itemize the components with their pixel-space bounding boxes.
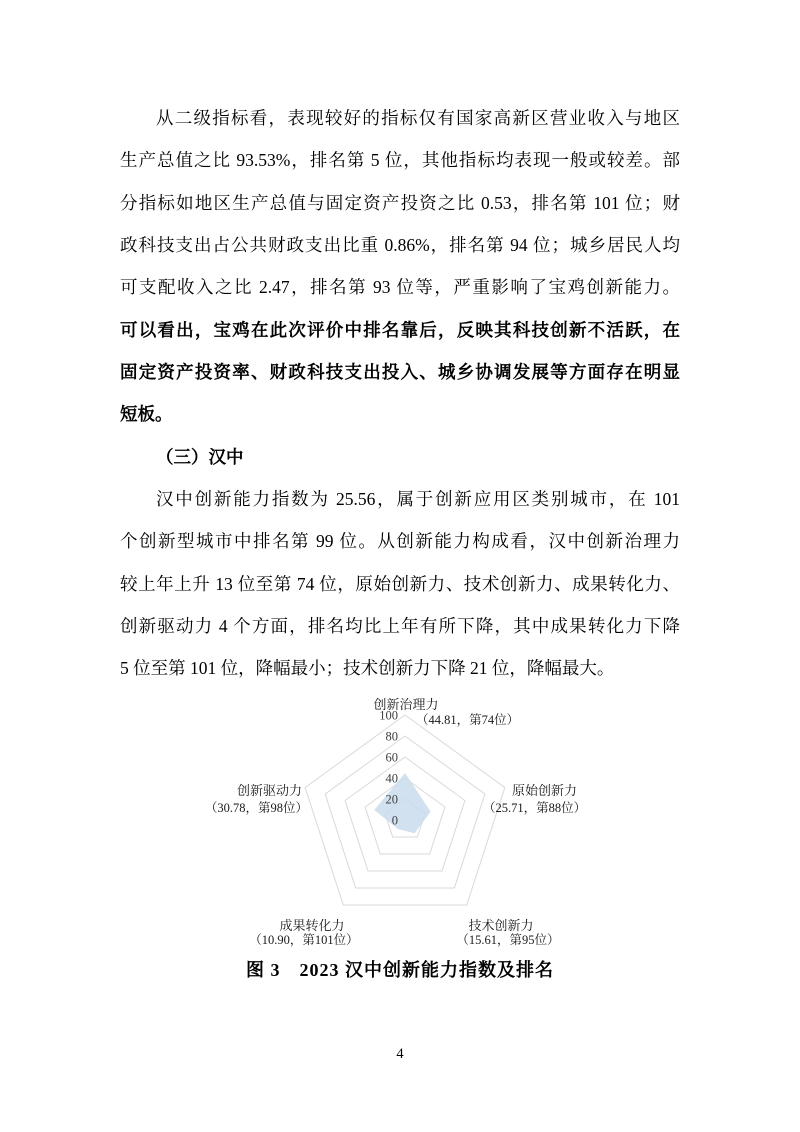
text-line: 5 位至第 101 位，降幅最小；技术创新力下降 21 位，降幅最大。: [120, 658, 615, 679]
radar-tick-label: 60: [385, 750, 398, 765]
axis-label-original-innovation: 原始创新力: [512, 783, 578, 798]
axis-label-achievement-transform: 成果转化力: [279, 918, 345, 933]
text-line: 可支配收入之比 2.47，排名第 93 位等，严重影响了宝鸡创新能力。: [120, 277, 680, 298]
axis-label-innovation-drive: 创新驱动力: [236, 783, 302, 798]
axis-value-tech-innovation: （15.61，第95位）: [456, 933, 560, 947]
text-line: （三）汉中: [156, 446, 244, 467]
radar-tick-label: 80: [385, 729, 398, 744]
radar-tick-label: 0: [391, 813, 398, 828]
radar-data-polygon: [374, 773, 430, 833]
text-line: 较上年上升 13 位至第 74 位，原始创新力、技术创新力、成果转化力、: [120, 573, 680, 594]
figure-radar-chart: [0, 690, 800, 955]
text-line: 分指标如地区生产总值与固定资产投资之比 0.53，排名第 101 位；财: [120, 192, 680, 213]
text-line: 短板。: [120, 404, 173, 425]
axis-value-achievement-transform: （10.90，第101位）: [249, 933, 359, 947]
radar-chart-svg: [0, 690, 800, 955]
axis-value-original-innovation: （25.71，第88位）: [483, 801, 587, 815]
page-number: 4: [396, 1046, 404, 1062]
text-line: 固定资产投资率、财政科技支出投入、城乡协调发展等方面存在明显: [120, 362, 680, 383]
text-line: 生产总值之比 93.53%，排名第 5 位，其他指标均表现一般或较差。部: [120, 150, 680, 171]
radar-tick-label: 100: [379, 708, 398, 723]
text-line: 个创新型城市中排名第 99 位。从创新能力构成看，汉中创新治理力: [120, 531, 680, 552]
axis-label-tech-innovation: 技术创新力: [468, 918, 534, 933]
axis-value-innovation-drive: （30.78，第98位）: [204, 801, 308, 815]
axis-value-governance: （44.81，第74位）: [416, 713, 520, 727]
text-line: 创新驱动力 4 个方面，排名均比上年有所下降，其中成果转化力下降: [120, 616, 680, 637]
axis-label-governance: 创新治理力: [373, 697, 439, 712]
text-block: [120, 97, 680, 690]
text-line: 政科技支出占公共财政支出比重 0.86%，排名第 94 位；城乡居民人均: [120, 235, 680, 256]
radar-tick-label: 40: [385, 771, 398, 786]
radar-tick-label: 20: [385, 792, 398, 807]
text-line: 从二级指标看，表现较好的指标仅有国家高新区营业收入与地区: [156, 108, 680, 128]
text-line: 汉中创新能力指数为 25.56，属于创新应用区类别城市，在 101: [156, 489, 680, 510]
figure-caption: 图 3 2023 汉中创新能力指数及排名: [246, 960, 554, 980]
text-line: 可以看出，宝鸡在此次评价中排名靠后，反映其科技创新不活跃，在: [120, 319, 680, 340]
